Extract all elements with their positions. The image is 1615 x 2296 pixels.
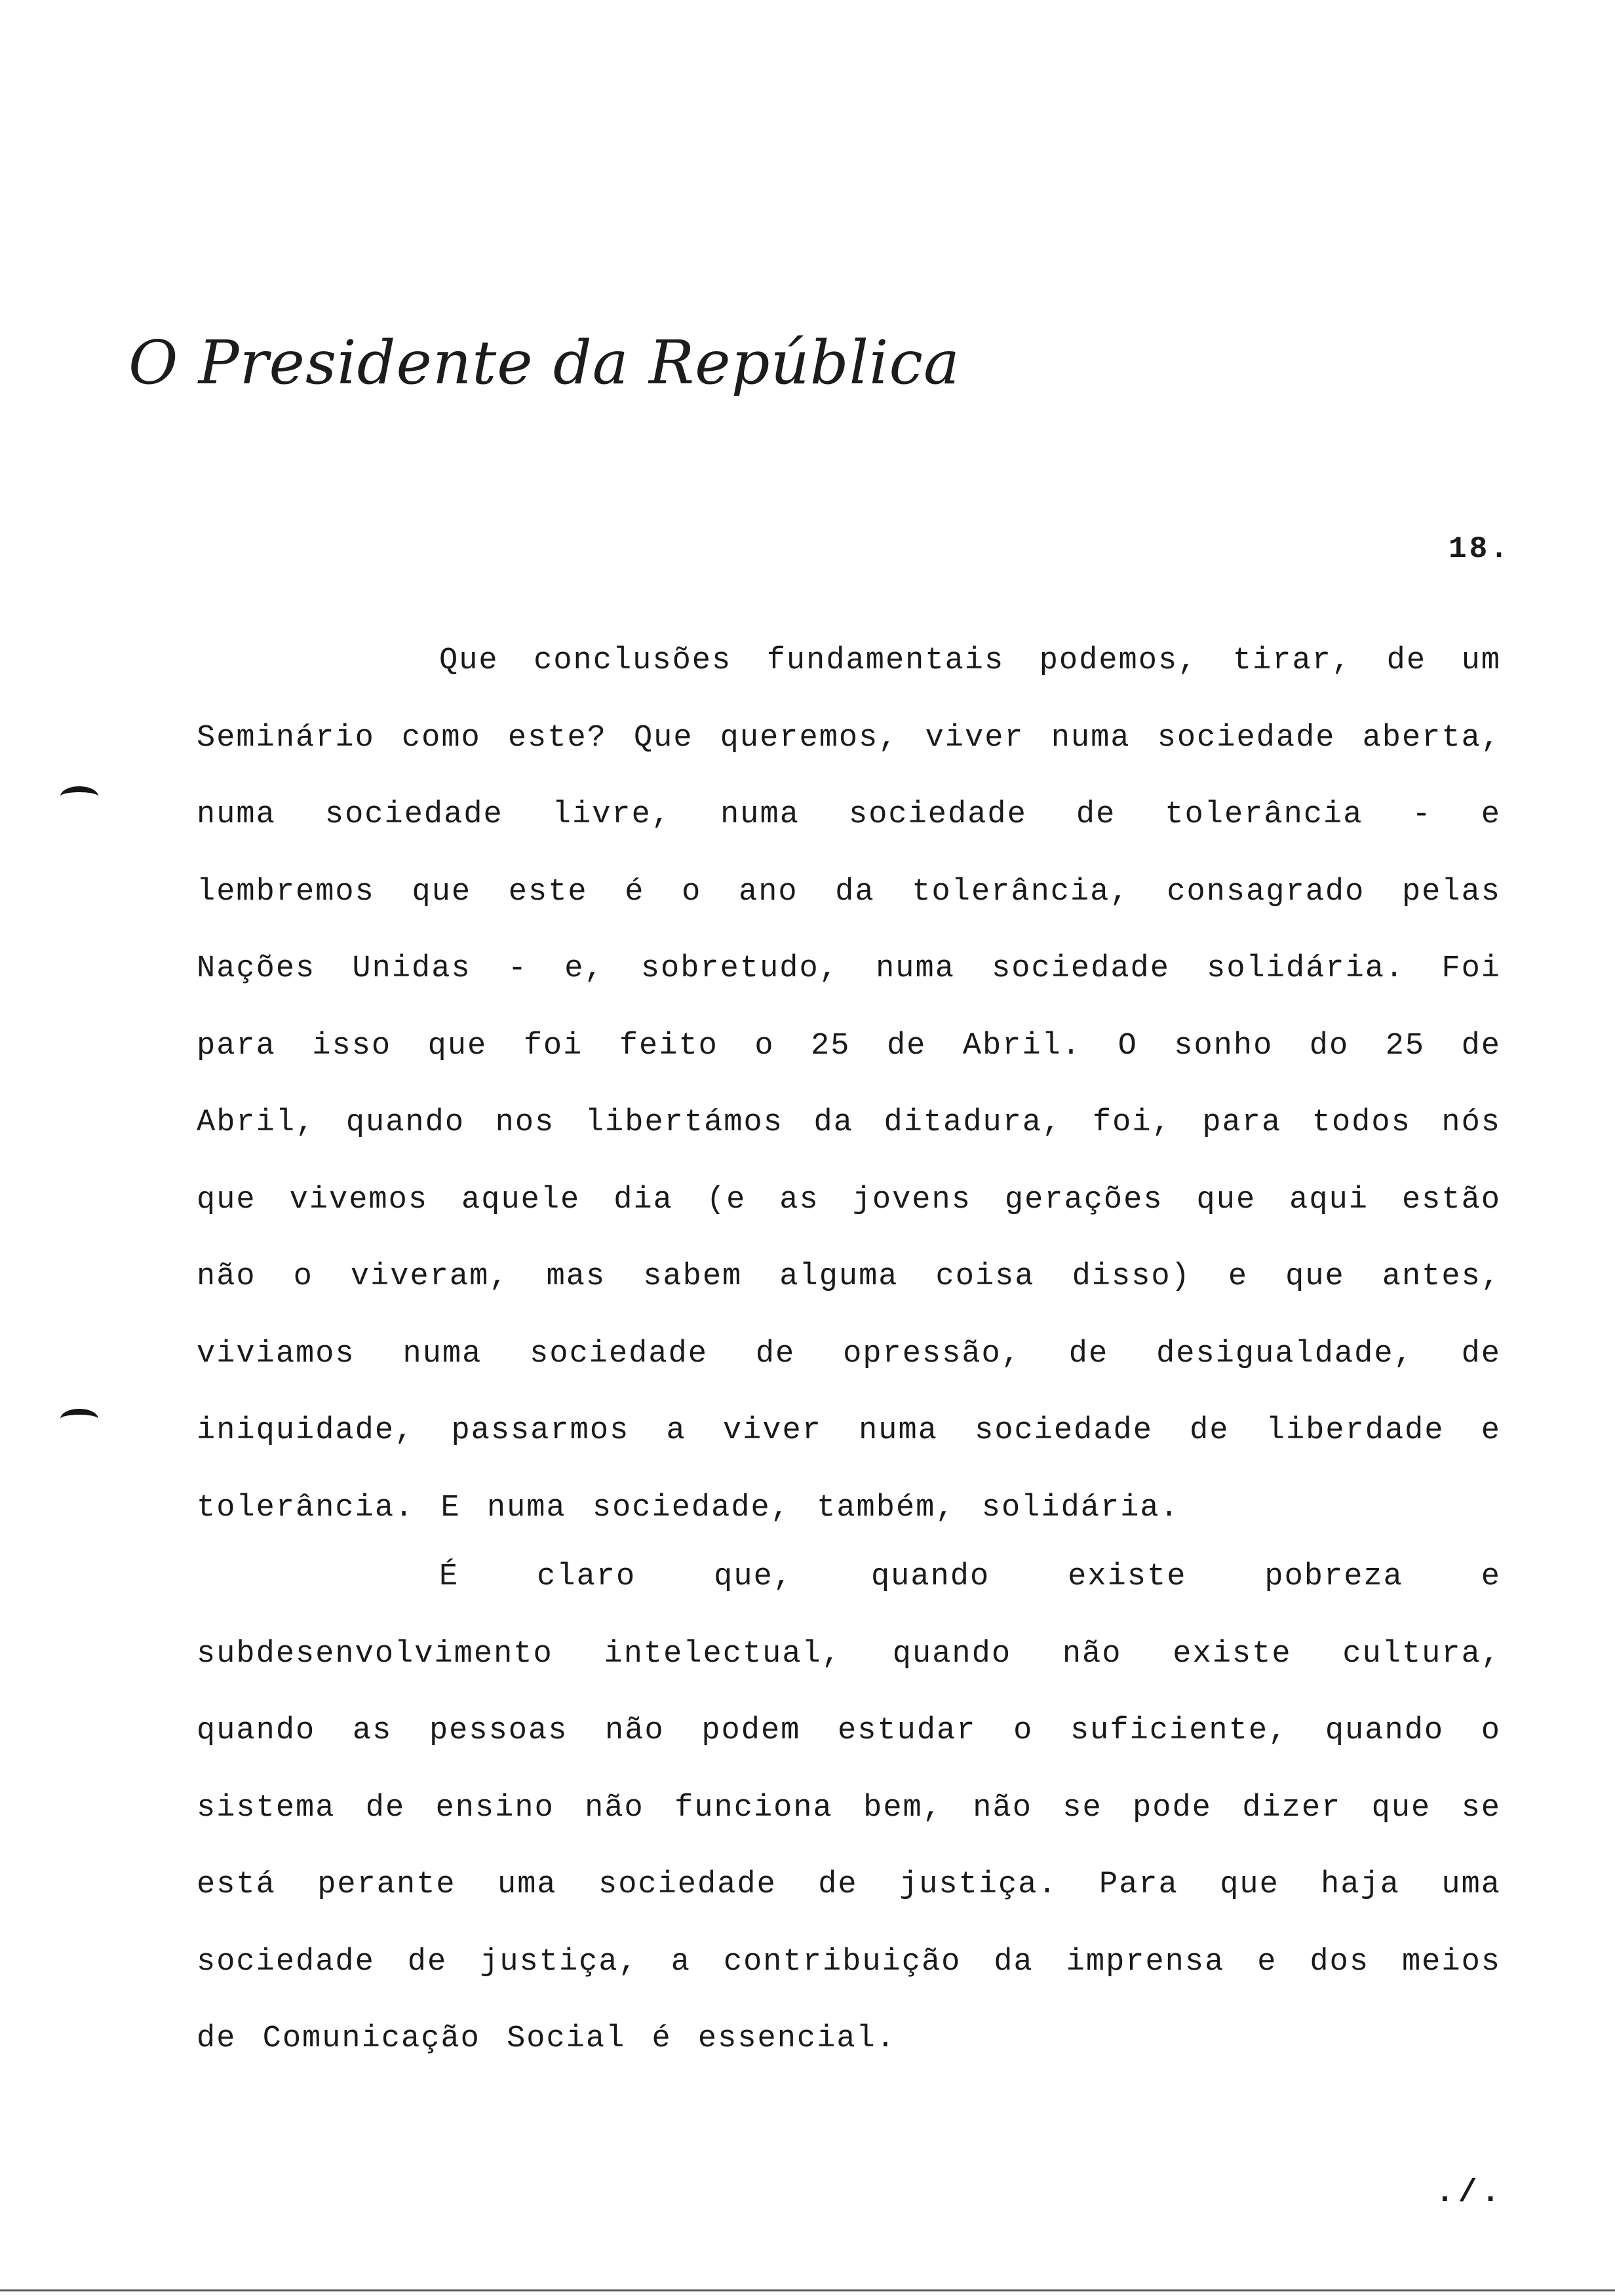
letterhead-title: O Presidente da República — [128, 328, 960, 398]
body-paragraph-2: É claro que, quando existe pobreza e subdesenvolvimento intelectual, quando não existe cultura, quando as pessoas não podem estudar o suficiente, quando o sistema de ensino não funciona bem, não se pode dizer que se está perante uma sociedade de justiça. Para que haja uma sociedade de justiça, a contribuição da imprensa e dos meios de Comunicação Social é essencial. — [197, 1559, 1501, 2056]
page-number: 18. — [1449, 532, 1511, 566]
continuation-mark: ./. — [1435, 2175, 1504, 2211]
punch-hole-mark-bottom — [60, 1409, 98, 1429]
punch-hole-mark-top — [60, 786, 98, 807]
body-paragraph-1: Que conclusões fundamentais podemos, tirar, de um Seminário como este? Que queremos, viver numa sociedade aberta, numa sociedade livre, numa sociedade de tolerância - e lembremos que este é o ano da tolerância, consagrado pelas Nações Unidas - e, sobretudo, numa sociedade solidária. Foi para isso que foi feito o 25 de Abril. O sonho do 25 de Abril, quando nos libertámos da ditadura, foi, para todos nós que vivemos aquele dia (e as jovens gerações que aqui estão não o viveram, mas sabem alguma coisa disso) e que antes, viviamos numa sociedade de opressão, de desigualdade, de iniquidade, passarmos a viver numa sociedade de liberdade e tolerância. E numa sociedade, também, solidária. — [197, 643, 1501, 1525]
bottom-edge-line — [0, 2289, 1615, 2291]
